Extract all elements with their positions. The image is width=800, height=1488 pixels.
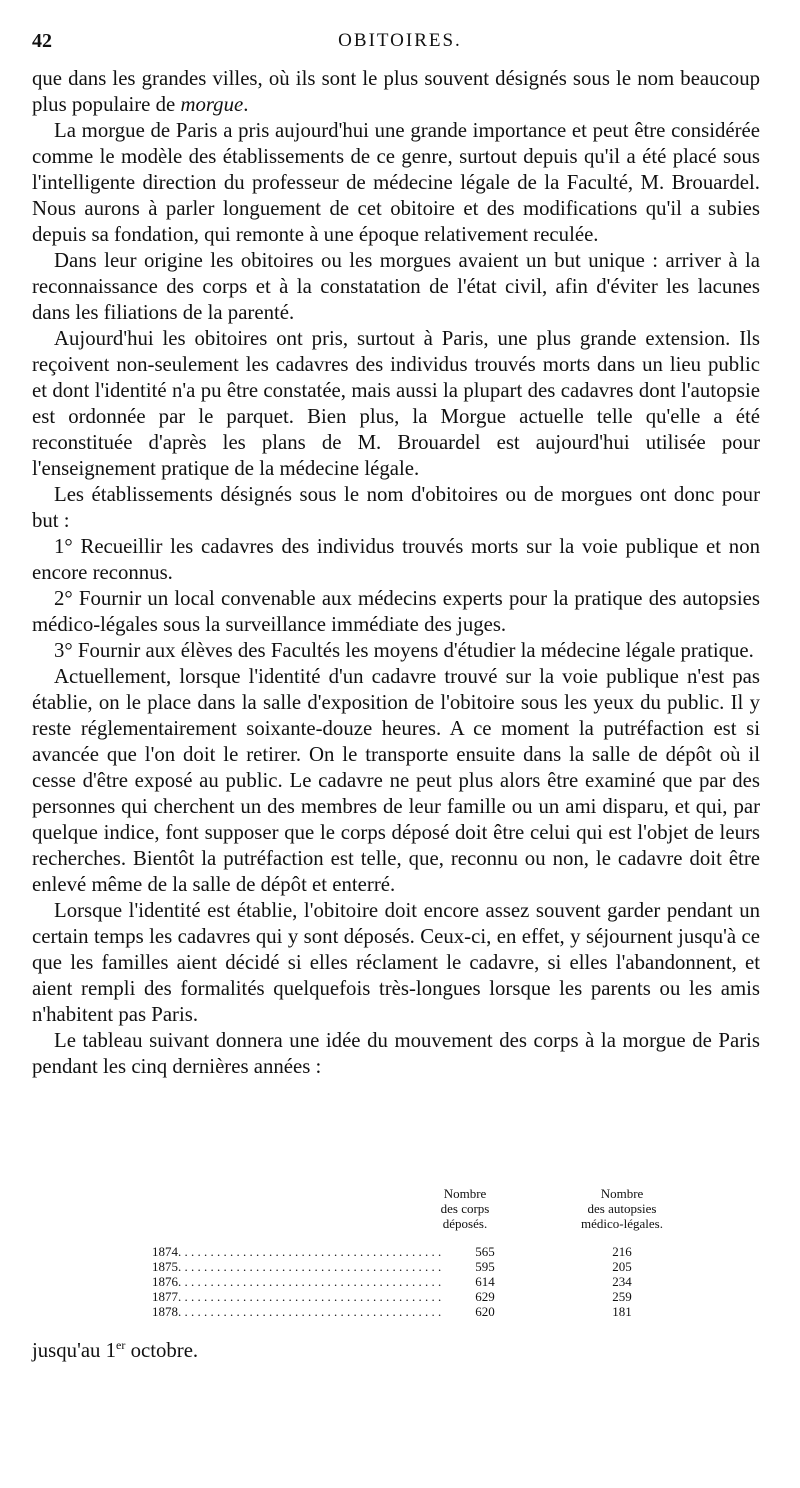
paragraph: Dans leur origine les obitoires ou les morgues avaient un but unique : arriver à la reconnaissance des corps et à la constatation de l'état civil, afin d'éviter les lacunes dans les filiations de la parenté.: [32, 249, 760, 324]
paragraph: Lorsque l'identité est établie, l'obitoire doit encore assez souvent garder pendant un certain temps les cadavres qui y sont déposés. Ceux-ci, en effet, y séjournent jusqu'à ce que les familles aient décidé si elles réclament le cadavre, si elles l'abandonnent, et aient rempli des formalités quelquefois très-longues lorsque les parents ou les amis n'habitent pas Paris.: [32, 899, 760, 1026]
col-header-corps: Nombre des corps déposés.: [440, 1186, 490, 1231]
page-number: 42: [32, 30, 52, 52]
autopsies-cell: 216: [612, 1244, 632, 1259]
paragraph: La morgue de Paris a pris aujourd'hui une grande importance et peut être considérée comme le modèle des établissements de ce genre, surtout depuis qu'il a été placé sous l'intelligente direction du professeur de médecine légale de la Faculté, M. Brouardel. Nous aurons à parler longuement de cet obitoire et des modifications qu'il a subies depuis sa fondation, qui remonte à une époque relativement reculée.: [32, 119, 760, 246]
paragraph: que dans les grandes villes, où ils sont le plus souvent désignés sous le nom beaucoup plus populaire de morgue.: [32, 67, 760, 116]
paragraph: Aujourd'hui les obitoires ont pris, surtout à Paris, une plus grande extension. Ils reçoivent non-seulement les cadavres des individus trouvés morts dans un lieu public et dont l'identité n'a pu être constatée, mais aussi la plupart des cadavres dont l'autopsie est ordonnée par le parquet. Bien plus, la Morgue actuelle telle qu'elle a été reconstituée d'après les plans de M. Brouardel est aujourd'hui utilisée pour l'enseignement pratique de la médecine légale.: [32, 327, 760, 480]
paragraph: Actuellement, lorsque l'identité d'un cadavre trouvé sur la voie publique n'est pas établie, on le place dans la salle d'exposition de l'obitoire sous les yeux du public. Il y reste réglementairement soixante-douze heures. A ce moment la putréfaction est si avancée que l'on doit le retirer. On le transporte ensuite dans la salle de dépôt où il cesse d'être exposé au public. Le cadavre ne peut plus alors être examiné que par des personnes qui cherchent un des membres de leur famille ou un ami disparu, et qui, par quelque indice, font supposer que le corps déposé doit être celui qui est l'objet de leurs recherches. Bientôt la putréfaction est telle, que, reconnu ou non, le cadavre doit être enlevé même de la salle de dépôt et enterré.: [32, 665, 760, 896]
corps-cell: 614: [475, 1274, 495, 1289]
running-title: OBITOIRES.: [338, 30, 462, 51]
year-cell: 1876. . . .: [152, 1274, 462, 1289]
table-body: [152, 1244, 712, 1319]
year-cell: 1874. . . .: [152, 1244, 462, 1259]
autopsies-cell: 259: [612, 1289, 632, 1304]
paragraph: Les établissements désignés sous le nom d'obitoires ou de morgues ont donc pour but :: [32, 483, 760, 532]
col-header-autopsies: Nombre des autopsies médico-légales.: [581, 1186, 663, 1231]
autopsies-cell: 205: [612, 1259, 632, 1274]
table-row: [152, 1274, 712, 1289]
table-footnote: jusqu'au 1er octobre.: [32, 1338, 199, 1362]
corps-cell: 595: [475, 1259, 495, 1274]
paragraph: 2° Fournir un local convenable aux médecins experts pour la pratique des autopsies médico-légales sous la surveillance immédiate des juges.: [32, 587, 760, 636]
table-row: [152, 1304, 712, 1319]
table-row: [152, 1289, 712, 1304]
paragraph: 1° Recueillir les cadavres des individus trouvés morts sur la voie publique et non encore reconnus.: [32, 535, 760, 584]
corps-cell: 629: [475, 1289, 495, 1304]
paragraph: Le tableau suivant donnera une idée du mouvement des corps à la morgue de Paris pendant les cinq dernières années :: [32, 1029, 760, 1078]
corps-cell: 620: [475, 1304, 495, 1319]
year-cell: 1875. . . .: [152, 1259, 462, 1274]
page-header: [30, 30, 770, 60]
body-text: [32, 66, 760, 1080]
table-row: [152, 1244, 712, 1259]
autopsies-cell: 181: [612, 1304, 632, 1319]
table-header: [152, 1186, 712, 1244]
autopsies-cell: 234: [612, 1274, 632, 1289]
year-cell: 1878. . . .: [152, 1304, 462, 1319]
paragraph: 3° Fournir aux élèves des Facultés les moyens d'étudier la médecine légale pratique.: [54, 639, 754, 662]
table-row: [152, 1259, 712, 1274]
statistics-table: [152, 1186, 712, 1319]
corps-cell: 565: [475, 1244, 495, 1259]
year-cell: 1877. . . .: [152, 1289, 462, 1304]
